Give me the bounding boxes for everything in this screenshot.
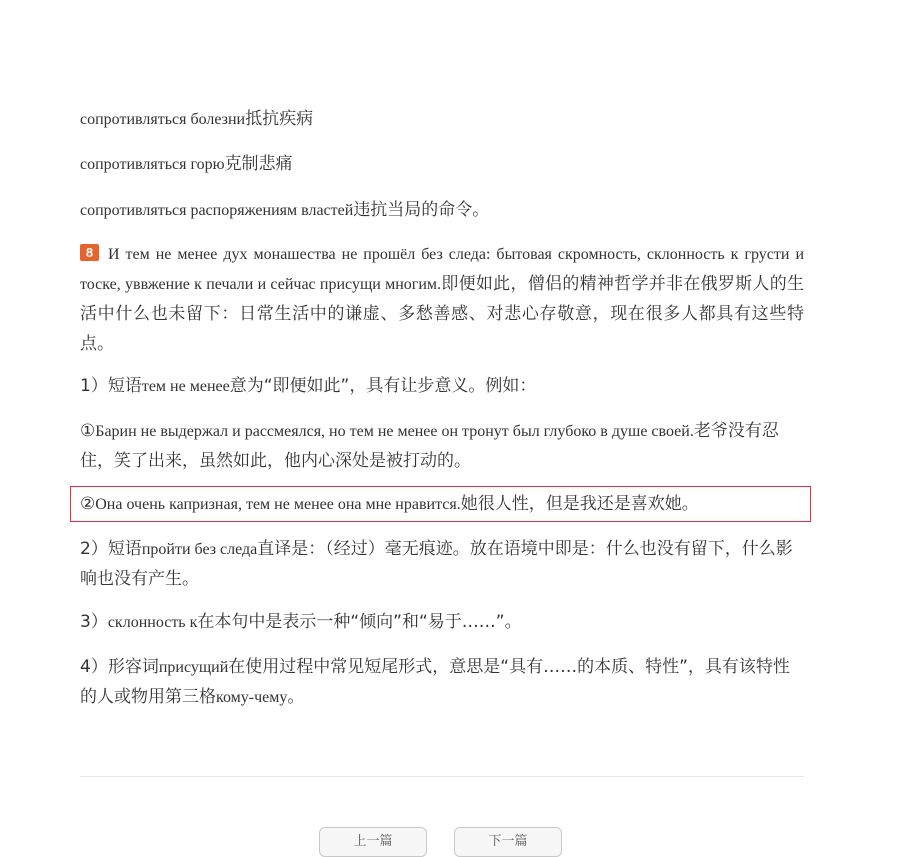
previous-article-label: 上一篇 — [353, 834, 393, 849]
chinese-translation: 她很人性，但是我还是喜欢她。 — [460, 494, 699, 514]
note-3 — [80, 607, 804, 637]
sentence-number-badge: 8 — [80, 244, 99, 261]
chinese-translation: 克制悲痛 — [224, 154, 293, 174]
russian-example: Барин не выдержал и рассмеялся, но тем не менее он тронут был глубоко в душе своей. — [95, 423, 694, 440]
note-4 — [80, 652, 804, 712]
previous-article-button[interactable] — [319, 827, 427, 857]
note-1 — [80, 371, 804, 401]
russian-term: склонность к — [107, 614, 198, 631]
paragraph-2 — [80, 149, 804, 179]
example-marker: ① — [80, 421, 96, 441]
paragraph-sentence-8 — [80, 239, 804, 359]
note-prefix: 4）形容词 — [80, 657, 159, 677]
paragraph-3 — [80, 195, 804, 225]
note-text: 在本句中是表示一种“倾向”和“易于……”。 — [197, 612, 522, 632]
paragraph-1 — [80, 104, 804, 134]
chinese-translation: 即便如此，僧侣的精神哲学并非在俄罗斯人的生活中什么也未留下：日常生活中的谦虚、多愁善感、对悲心存敬意，现在很多人都具有这些特点。 — [80, 274, 804, 354]
example-marker: ② — [80, 494, 96, 514]
note-prefix: 2）短语 — [80, 539, 142, 559]
note-prefix: 3） — [80, 612, 108, 632]
note-text: 。 — [287, 687, 305, 707]
chinese-translation: 老爷没有忍住，笑了出来，虽然如此，他内心深处是被打动的。 — [80, 421, 779, 471]
russian-phrase: сопротивляться болезни — [80, 111, 246, 128]
note-2 — [80, 534, 804, 594]
russian-phrase: сопротивляться горю — [80, 156, 225, 173]
note-prefix: 1）短语 — [80, 376, 142, 396]
russian-phrase: сопротивляться распоряжениям властей — [80, 202, 354, 219]
russian-sentence: И тем не менее дух монашества не прошёл без следа: бытовая скромность, склонность к грусти и тоске, уввжение к печали и сейчас присущи многим. — [80, 246, 804, 293]
russian-term: пройти без следа — [141, 541, 258, 558]
chinese-translation: 抵抗疾病 — [245, 109, 314, 129]
divider — [80, 776, 804, 777]
russian-example: Она очень капризная, тем не менее она мне нравится. — [95, 496, 461, 513]
next-article-button[interactable] — [454, 827, 562, 857]
note-text: 直译是：（经过）毫无痕迹。放在语境中即是：什么也没有留下，什么影响也没有产生。 — [80, 539, 793, 589]
russian-term: тем не менее — [141, 378, 230, 395]
next-article-label: 下一篇 — [488, 834, 528, 849]
note-text: 意为“即便如此”，具有让步意义。例如： — [229, 376, 537, 396]
chinese-translation: 违抗当局的命令。 — [353, 200, 490, 220]
note-text: 在使用过程中常见短尾形式，意思是“具有……的本质、特性”，具有该特性的人或物用第三格 — [80, 657, 790, 707]
russian-term: присущий — [158, 659, 229, 676]
highlight-box — [70, 486, 811, 522]
example-1 — [80, 416, 804, 476]
russian-term: кому-чему — [216, 689, 288, 706]
